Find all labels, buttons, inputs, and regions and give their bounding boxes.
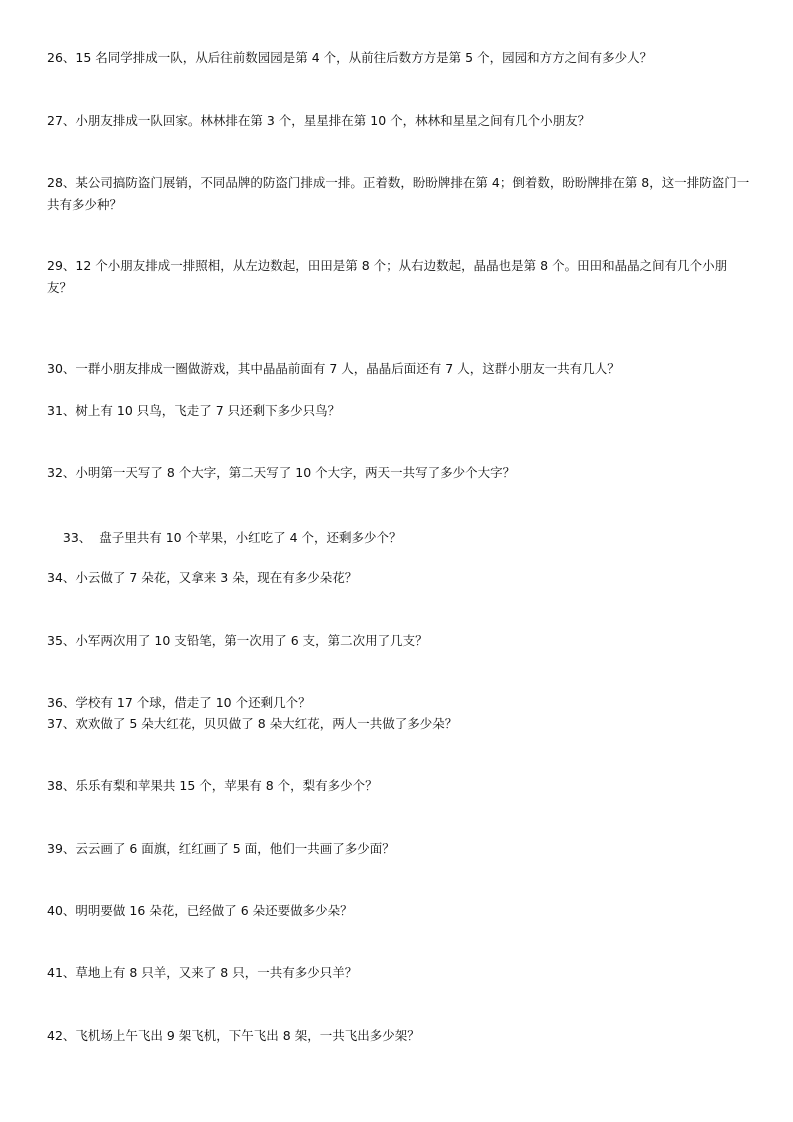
question-text: 明明要做 16 朵花，已经做了 6 朵还要做多少朵？ <box>75 903 353 918</box>
question-31 <box>47 400 752 422</box>
question-text: 飞机场上午飞出 9 架飞机，下午飞出 8 架，一共飞出多少架？ <box>75 1028 420 1043</box>
question-38 <box>47 775 752 797</box>
question-number: 26、 <box>47 50 76 65</box>
question-number: 41、 <box>47 965 76 980</box>
question-number: 29、 <box>47 258 76 273</box>
question-text: 小军两次用了 10 支铅笔，第一次用了 6 支，第二次用了几支？ <box>75 633 428 648</box>
question-text: 一群小朋友排成一圈做游戏，其中晶晶前面有 7 人，晶晶后面还有 7 人，这群小朋友一共有几人？ <box>75 361 620 376</box>
question-number: 34、 <box>47 570 76 585</box>
question-number: 27、 <box>47 113 76 128</box>
question-34 <box>47 567 752 589</box>
question-text: 某公司搞防盗门展销，不同品牌的防盗门排成一排。正着数，盼盼牌排在第 4；倒着数，盼盼牌排在第 8，这一排防盗门一共有多少种？ <box>47 175 750 212</box>
question-32 <box>47 462 752 484</box>
question-40 <box>47 900 752 922</box>
question-number: 40、 <box>47 903 76 918</box>
question-30 <box>47 358 752 380</box>
question-39 <box>47 838 752 860</box>
question-text: 树上有 10 只鸟，飞走了 7 只还剩下多少只鸟？ <box>75 403 341 418</box>
question-text: 15 名同学排成一队，从后往前数园园是第 4 个，从前往后数方方是第 5 个，园园和方方之间有多少人？ <box>75 50 653 65</box>
question-number: 31、 <box>47 403 76 418</box>
question-text: 小云做了 7 朵花，又拿来 3 朵，现在有多少朵花？ <box>75 570 358 585</box>
question-number: 39、 <box>47 841 76 856</box>
question-28 <box>47 172 752 216</box>
question-number: 36、 <box>47 695 76 710</box>
question-37 <box>47 713 752 735</box>
question-35 <box>47 630 752 652</box>
question-33 <box>47 505 752 571</box>
question-36 <box>47 692 752 714</box>
question-number: 35、 <box>47 633 76 648</box>
question-text: 云云画了 6 面旗，红红画了 5 面，他们一共画了多少面？ <box>75 841 395 856</box>
question-number: 37、 <box>47 716 76 731</box>
question-number: 30、 <box>47 361 76 376</box>
question-number: 28、 <box>47 175 76 190</box>
question-number: 38、 <box>47 778 76 793</box>
question-41 <box>47 962 752 984</box>
question-29 <box>47 255 752 299</box>
question-text: 欢欢做了 5 朵大红花，贝贝做了 8 朵大红花，两人一共做了多少朵？ <box>75 716 458 731</box>
question-text: 草地上有 8 只羊，又来了 8 只，一共有多少只羊？ <box>75 965 358 980</box>
question-42 <box>47 1025 752 1047</box>
question-text: 乐乐有梨和苹果共 15 个，苹果有 8 个，梨有多少个？ <box>75 778 378 793</box>
question-27 <box>47 110 752 132</box>
question-text: 学校有 17 个球，借走了 10 个还剩几个？ <box>75 695 311 710</box>
question-number: 33、 <box>62 530 92 545</box>
question-number: 32、 <box>47 465 76 480</box>
question-26 <box>47 47 752 69</box>
question-text: 小明第一天写了 8 个大字，第二天写了 10 个大字，两天一共写了多少个大字？ <box>75 465 516 480</box>
question-text: 盘子里共有 10 个苹果，小红吃了 4 个，还剩多少个？ <box>91 530 402 545</box>
question-number: 42、 <box>47 1028 76 1043</box>
question-text: 小朋友排成一队回家。林林排在第 3 个，星星排在第 10 个，林林和星星之间有几个小朋友？ <box>75 113 591 128</box>
question-text: 12 个小朋友排成一排照相，从左边数起，田田是第 8 个；从右边数起，晶晶也是第 8 个。田田和晶晶之间有几个小朋友？ <box>47 258 728 295</box>
